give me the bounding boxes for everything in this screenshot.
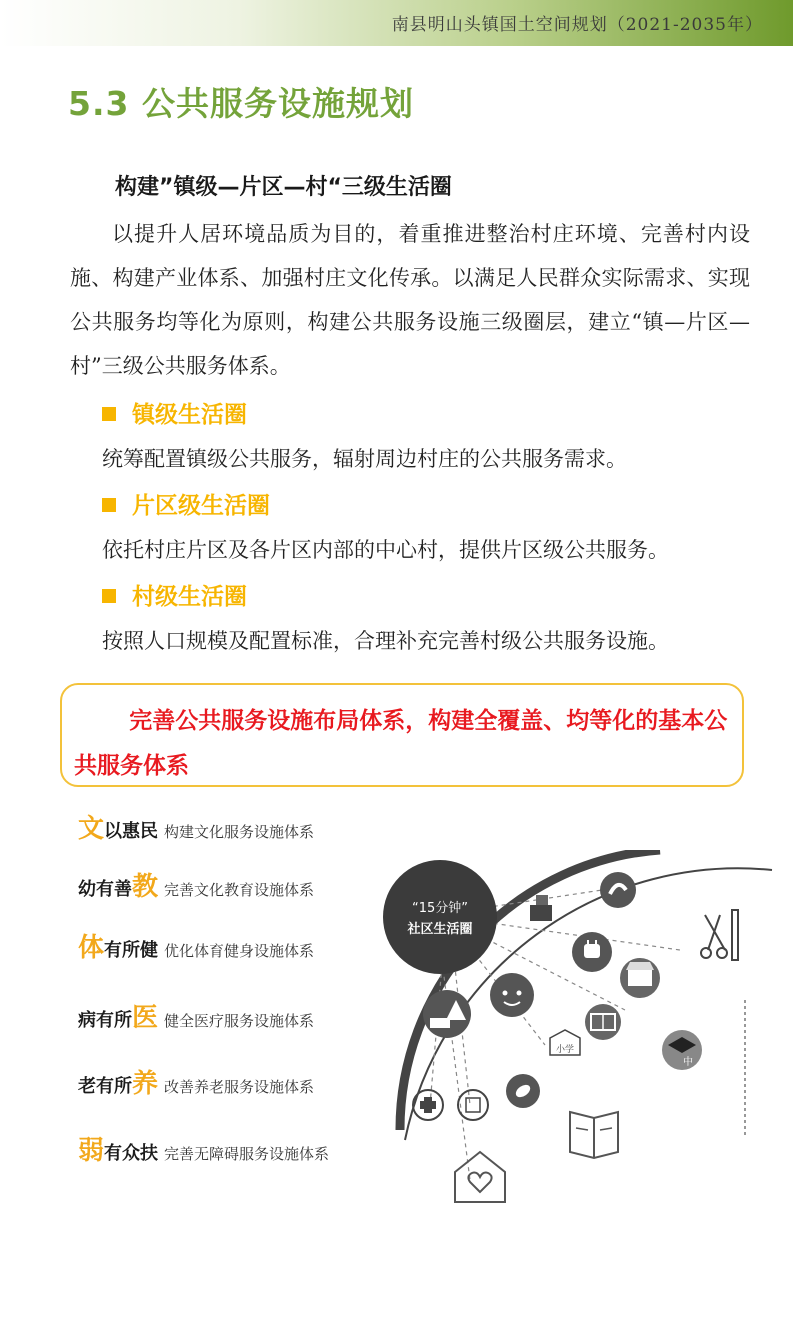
shop-icon [620, 958, 660, 998]
system-motto: 幼有善教 [78, 872, 159, 902]
intro-paragraph: 以提升人居环境品质为目的，着重推进整治村庄环境、完善村内设施、构建产业体系、加强村庄文化传承。以满足人民群众实际需求、实现公共服务均等化为原则，构建公共服务设施三级圈层，建立“镇—片区—村”三级公共服务体系。 [70, 222, 750, 378]
health-cross-icon [413, 1090, 443, 1120]
circle-line1: “15分钟” [411, 901, 469, 916]
primary-school-label: 小学 [555, 1045, 575, 1055]
system-desc: 完善文化教育设施体系 [164, 881, 315, 899]
delivery-icon [530, 895, 552, 921]
system-row-medical [78, 997, 314, 1034]
system-row-culture [78, 808, 314, 845]
football-field-icon [585, 1004, 621, 1040]
pharmacy-icon [458, 1090, 488, 1120]
system-motto: 体有所健 [78, 933, 159, 963]
baby-icon [490, 973, 534, 1017]
callout-box [60, 683, 744, 787]
central-circle [383, 860, 497, 974]
system-desc: 改善养老服务设施体系 [164, 1078, 315, 1096]
elderly-care-heart-icon [455, 1152, 505, 1202]
haircut-icon [701, 910, 738, 960]
system-row-education [78, 866, 314, 903]
system-desc: 健全医疗服务设施体系 [164, 1012, 315, 1030]
system-row-accessibility [78, 1130, 329, 1167]
subheading: 构建”镇级—片区—村“三级生活圈 [115, 175, 452, 200]
system-motto: 文以惠民 [78, 814, 159, 844]
callout-text: 完善公共服务设施布局体系，构建全覆盖、均等化的基本公共服务体系 [74, 708, 728, 779]
level-title: 片区级生活圈 [132, 493, 270, 519]
system-row-elderly [78, 1063, 314, 1100]
level-district-heading [102, 487, 270, 520]
fitness-icon [600, 872, 636, 908]
primary-school-icon [550, 1030, 580, 1055]
level-village-desc: 按照人口规模及配置标准，合理补充完善村级公共服务设施。 [102, 629, 669, 653]
system-motto: 弱有众扶 [78, 1136, 159, 1166]
header-title: 南县明山头镇国土空间规划（2021-2035年） [391, 15, 763, 35]
level-town-heading [102, 396, 247, 429]
system-row-sports [78, 927, 314, 964]
square-bullet-icon [102, 498, 116, 512]
level-village-heading [102, 578, 247, 611]
square-bullet-icon [102, 407, 116, 421]
level-town-desc: 统筹配置镇级公共服务，辐射周边村庄的公共服务需求。 [102, 447, 627, 471]
system-motto: 病有所医 [78, 1003, 159, 1033]
charging-icon [572, 932, 612, 972]
library-book-icon [570, 1112, 618, 1158]
section-title: 5.3 公共服务设施规划 [68, 84, 414, 123]
square-bullet-icon [102, 589, 116, 603]
circle-line2: 社区生活圈 [407, 922, 473, 937]
system-motto: 老有所养 [78, 1069, 159, 1099]
system-desc: 优化体育健身设施体系 [164, 942, 315, 960]
middle-school-icon [662, 1030, 702, 1070]
level-title: 村级生活圈 [132, 584, 247, 610]
system-desc: 构建文化服务设施体系 [164, 823, 315, 841]
level-title: 镇级生活圈 [132, 402, 247, 428]
middle-school-label: 中 [683, 1057, 693, 1068]
park-icon [423, 990, 471, 1038]
sport-ball-icon [506, 1074, 540, 1108]
level-district-desc: 依托村庄片区及各片区内部的中心村，提供片区级公共服务。 [102, 538, 669, 562]
system-desc: 完善无障碍服务设施体系 [164, 1145, 330, 1163]
life-circle-diagram [370, 850, 780, 1210]
